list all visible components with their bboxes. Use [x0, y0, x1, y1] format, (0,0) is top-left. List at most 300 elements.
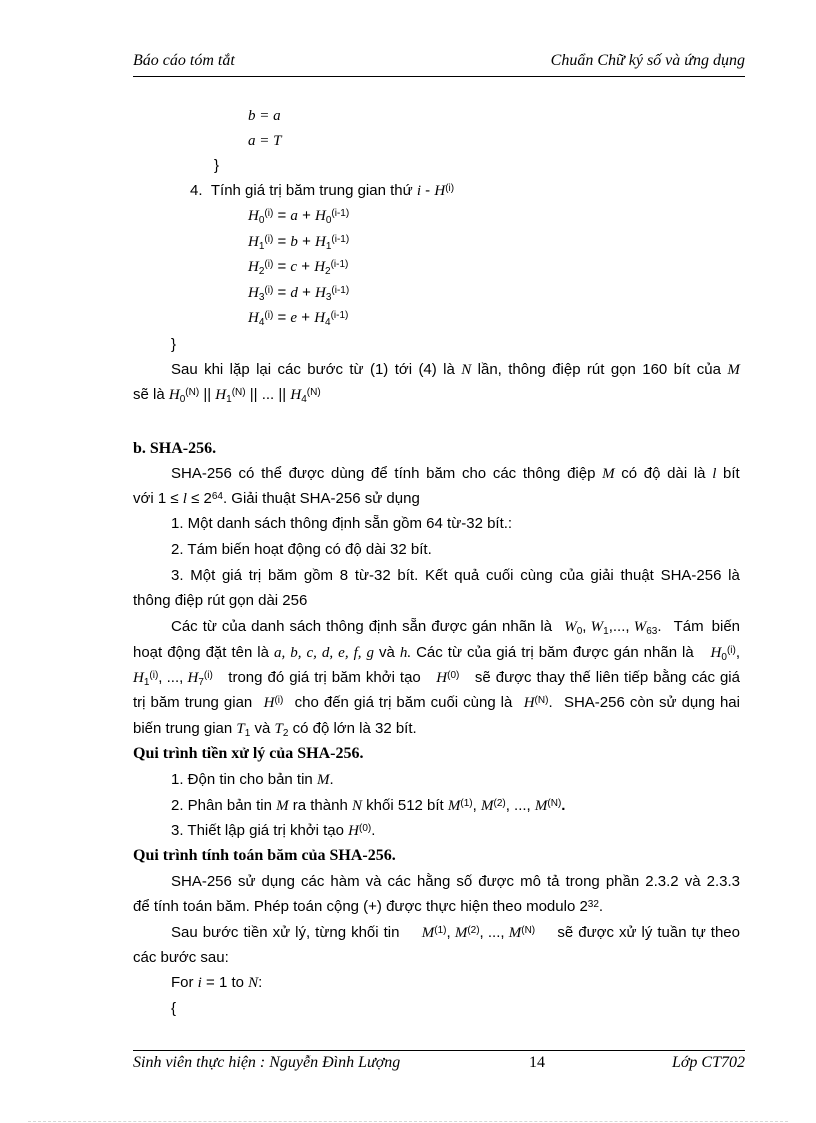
p1l2-word-8: d, [321, 645, 334, 661]
step-4-number: 4. [190, 182, 203, 199]
p1l3b-word-3: thế [569, 669, 591, 686]
intro1-word-10: thông [522, 465, 561, 482]
item3-word-9: Kết [425, 567, 448, 584]
p1l2-word-13: h. [399, 645, 412, 661]
para-l1-end [674, 617, 740, 637]
formula-h1-part-5: + [297, 232, 316, 250]
p1l4-word-2: trung [184, 694, 219, 711]
p1l2-word-11: g [366, 645, 374, 661]
pp2-supN: (N) [547, 798, 562, 809]
for-loop-line [171, 973, 262, 993]
intro1-word-0: SHA-256 [171, 465, 232, 482]
comp1-word-5: và [365, 873, 382, 890]
intro1-word-18: bít [723, 465, 740, 482]
p1l1-word-0: Các [171, 618, 198, 635]
formula-h4-part-0: H [248, 310, 259, 326]
item3-word-5: gồm [303, 567, 334, 584]
intro-exp64: 64 [211, 491, 223, 502]
p1l4-word-3: gian [223, 694, 253, 711]
sum1-word-9: (4) [418, 361, 437, 378]
summary-line-2 [133, 385, 321, 405]
preprocess-step-2 [171, 796, 565, 816]
p1l1-word-7: sẵn [402, 618, 427, 635]
formula-h4-part-8: (i-1) [330, 310, 349, 321]
p1l2-word-1: động [167, 644, 201, 661]
formula-h3-part-4: d [290, 284, 298, 301]
header-right: Chuẩn Chữ ký số và ứng dụng [550, 52, 745, 69]
p1l3-word-4: băm [331, 669, 361, 686]
loop-close-brace: } [171, 336, 177, 353]
summary-sup4: (N) [306, 387, 321, 398]
comp3-word-4: lý, [295, 924, 311, 941]
intro1-word-11: điệp [567, 465, 596, 482]
hi-sym: H [263, 695, 275, 711]
summary-H1: H [215, 387, 227, 403]
p1l2-word-5: a, [273, 645, 286, 661]
intro1-word-8: cho [461, 465, 487, 482]
intro1-word-12: M [602, 466, 615, 482]
sum1-word-15: rút [586, 361, 605, 378]
comp1-word-0: SHA-256 [171, 873, 232, 890]
formula-h2-part-3: = [273, 258, 291, 275]
compute-l2-dot: . [598, 898, 604, 915]
summary-sep2: || ... || [245, 386, 291, 403]
p1l2-word-22: nhãn [643, 644, 678, 661]
compute-line-1 [171, 872, 740, 892]
para-l3-h0init [436, 668, 459, 688]
p1l3b-word-2: thay [536, 669, 565, 686]
formula-h2-part-0: H [248, 259, 259, 275]
p1l4-word-1: băm [150, 694, 180, 711]
hn-sup: (N) [534, 695, 549, 706]
formula-h2-part-4: c [290, 259, 298, 275]
comp3-word-7: tin [383, 924, 400, 941]
formula-h3-part-6: H [315, 284, 326, 301]
comp1-word-16: 2.3.3 [706, 873, 740, 890]
summary-sep1: || [199, 386, 216, 403]
formula-h0-part-1: 0 [258, 215, 265, 226]
l5-prefix: biến trung gian [133, 720, 237, 737]
comp3b-word-2: xử [618, 924, 637, 941]
sum1-word-10: là [443, 361, 455, 378]
p1l1-word-11: là [540, 618, 553, 635]
sum1-word-3: lại [256, 361, 272, 378]
p1l2-word-16: của [467, 644, 492, 661]
para-l1-words [171, 617, 552, 637]
p1l2-word-23: là [682, 644, 694, 661]
sum1-word-1: khi [204, 361, 224, 378]
compute-l3-words-2 [557, 923, 740, 943]
comp1-word-6: các [387, 873, 411, 890]
summary-line-1 [171, 360, 740, 380]
for-N: N [248, 975, 259, 991]
p1l2-word-18: trị [521, 644, 534, 661]
pp2-a: 2. Phân bản tin [171, 797, 277, 814]
sum1-word-4: các [277, 361, 301, 378]
p1l1-word-1: từ [202, 618, 217, 635]
compute-l3-words [171, 923, 399, 943]
p1l4b-word-4: băm [396, 694, 426, 711]
header-left: Báo cáo tóm tắt [133, 52, 235, 69]
p1l4c-word-4: hai [719, 694, 740, 711]
para-words-line-1 [171, 617, 740, 637]
pp1-dot: . [329, 771, 334, 788]
summary-sup1: (N) [231, 387, 246, 398]
footer-class: Lớp CT702 [671, 1054, 745, 1071]
item3-word-1: Một [190, 567, 216, 584]
comp3-word-6: khối [351, 924, 379, 941]
w-sub-63: 63 [646, 626, 658, 637]
summary-sub0: 0 [179, 394, 186, 405]
pp2-b: ra thành [288, 797, 352, 814]
item3-word-4: băm [267, 567, 298, 584]
formula-h0 [248, 206, 349, 226]
item3-word-15: thuật [620, 567, 654, 584]
pp2-MN: M [534, 798, 548, 814]
formula-h4-part-5: + [297, 309, 315, 326]
comp1-word-13: phần [605, 873, 640, 890]
intro1-word-5: để [371, 465, 388, 482]
sum1-word-12: lần, [477, 361, 502, 378]
c3-sup2: (2) [467, 925, 480, 936]
formula-h3-part-7: 3 [325, 291, 332, 303]
intro1-word-2: thể [261, 465, 282, 482]
for-colon: : [258, 974, 263, 991]
pp3-sup: (0) [359, 823, 372, 834]
code-b-assign: b = a [248, 108, 281, 124]
item3-word-8: bít. [397, 567, 419, 584]
p1l4b-word-7: là [500, 694, 513, 711]
w-sym-1: W [590, 619, 604, 635]
pp1-text: 1. Độn tin cho bản tin [171, 771, 317, 788]
p1l1-word-2: của [221, 618, 247, 635]
page-footer [133, 1050, 745, 1078]
item3-word-7: từ-32 [354, 567, 391, 584]
comp3b-word-0: sẽ [557, 924, 574, 941]
h7-sup: (i) [203, 670, 213, 681]
intro1-word-15: dài [667, 465, 688, 482]
p1l1-word-5: thông [326, 618, 364, 635]
t1-sym: T [236, 721, 245, 737]
para-words-line-4 [133, 693, 740, 713]
formula-h0-part-0: H [248, 208, 259, 224]
p1l2-word-9: e, [338, 645, 349, 661]
l5-tail: có độ lớn là 32 bít. [288, 720, 417, 737]
formula-h1-part-8: (i-1) [331, 233, 350, 245]
pp3-dot: . [371, 822, 376, 839]
code-a-assign: a = T [248, 133, 282, 149]
p1l2-word-4: là [257, 644, 269, 661]
formula-h1-part-1: 1 [258, 240, 265, 252]
sum1-word-13: thông [508, 361, 546, 378]
para-l3-words [228, 668, 420, 688]
c3-c2: , ..., [479, 924, 509, 941]
formula-h1-part-0: H [248, 233, 259, 250]
formula-h1-part-4: b [290, 233, 298, 250]
preprocess-step-3 [171, 821, 375, 841]
item3-word-0: 3. [171, 567, 184, 584]
h1-sub: 1 [143, 677, 150, 688]
p1l1-word-10: nhãn [502, 618, 536, 635]
formula-h3-part-0: H [248, 284, 259, 301]
p1l2-word-3: tên [231, 644, 253, 661]
formula-h1-part-7: 1 [325, 240, 332, 252]
comp3b-word-6: theo [710, 924, 740, 941]
intro-tail: . Giải thuật SHA-256 sử dụng [222, 490, 420, 507]
item3-word-14: giải [590, 567, 614, 584]
compute-line-4: các bước sau: [133, 949, 229, 966]
formula-h1-part-3: = [273, 232, 291, 250]
p1l4c-word-1: còn [629, 694, 655, 711]
h0-sup: (i) [726, 645, 736, 656]
formula-h4-part-4: e [290, 310, 298, 326]
h7-sub: 7 [198, 677, 204, 688]
formula-h3-part-5: + [297, 283, 316, 301]
formula-h2-part-5: + [297, 258, 315, 275]
intro1-word-17: l [712, 466, 717, 482]
for-open-brace: { [171, 1000, 177, 1017]
hi-sup: (i) [274, 695, 284, 706]
p1l4b-word-0: cho [294, 694, 319, 711]
p1l2-word-12: và [379, 644, 395, 661]
p1l2-word-17: giá [496, 644, 517, 661]
summary-sup0: (N) [185, 387, 200, 398]
formula-h2-part-1: 2 [258, 266, 265, 277]
formula-h0-part-7: 0 [325, 215, 332, 226]
hn-sym: H [523, 695, 535, 711]
formula-h1-part-6: H [315, 233, 326, 250]
sum1-word-20: M [727, 362, 740, 378]
sha256-list-item-3-cont: thông điệp rút gọn dài 256 [133, 592, 308, 609]
preprocess-step-1 [171, 770, 334, 790]
sum1-word-18: bít [673, 361, 691, 378]
summary-sub1: 1 [226, 394, 232, 405]
formula-h4-part-6: H [314, 310, 326, 326]
h0-sub: 0 [721, 652, 727, 663]
hinit-sym: H [436, 670, 448, 686]
formula-h2-part-6: H [314, 259, 326, 275]
comp1-word-12: trong [565, 873, 600, 890]
comp1-word-11: tả [547, 873, 560, 890]
p1l4c-word-0: SHA-256 [563, 694, 625, 711]
item3-word-13: của [559, 567, 584, 584]
c3-supN: (N) [521, 925, 536, 936]
comp1-word-8: số [456, 873, 473, 890]
code-line-b [248, 106, 281, 126]
intro1-word-16: là [693, 465, 706, 482]
para-l4-hi [264, 693, 284, 713]
sum1-word-2: lặp [229, 361, 250, 378]
para-l4-words [133, 693, 252, 713]
comp1-word-3: các [300, 873, 325, 890]
p1l3b-word-4: liên [595, 669, 620, 686]
formula-h0-part-5: + [297, 207, 316, 224]
comp3b-word-1: được [578, 924, 614, 941]
formula-h0-part-2: (i) [264, 208, 274, 219]
intro-with: với 1 ≤ [133, 490, 183, 507]
comp3-word-2: tiền [243, 924, 268, 941]
comp3-word-3: xử [272, 924, 291, 941]
p1l4b-word-2: giá [353, 694, 374, 711]
p1l4c-word-2: sử [659, 694, 677, 711]
p1l4b-word-5: cuối [430, 694, 459, 711]
code-close-brace: } [214, 157, 220, 174]
formula-h3-part-1: 3 [258, 291, 265, 303]
summary-H0: H [168, 387, 180, 403]
formula-h3-part-8: (i-1) [331, 284, 350, 296]
c3-M1: M [421, 925, 435, 941]
compute-exp32: 32 [587, 899, 599, 910]
p1l2-word-19: băm [538, 644, 568, 661]
p1l1-word-8: được [431, 618, 467, 635]
intro1-word-6: tính [394, 465, 420, 482]
summary-prefix: sẽ là [133, 386, 169, 403]
para-l2-words [133, 643, 694, 663]
p1l1-word-6: định [368, 618, 398, 635]
comp1-word-15: và [684, 873, 701, 890]
p1l3b-word-6: bằng [653, 669, 687, 686]
intro-l: l [182, 491, 187, 507]
p1l4b-word-1: đến [323, 694, 349, 711]
pp2-sup1: (1) [460, 798, 473, 809]
para-l1-w-list: $W_0$, $W_1$,..., $W_{63}$. [564, 618, 662, 637]
formula-h4-part-1: 4 [258, 317, 265, 328]
pp2-M1: M [447, 798, 461, 814]
pp1-M: M [316, 772, 330, 788]
pp2-M: M [276, 798, 289, 814]
h0-comma: , [735, 644, 740, 661]
w-ellipsis: ,..., [608, 618, 630, 635]
intro1-word-7: băm [426, 465, 456, 482]
para-words-line-5 [133, 719, 417, 739]
p1l2-word-0: hoạt [133, 644, 163, 661]
p1l3b-word-1: được [495, 669, 532, 686]
p1l3-word-6: tạo [399, 669, 421, 686]
formula-h1 [248, 232, 349, 252]
intro1-word-1: có [238, 465, 255, 482]
for-range: = 1 to [201, 974, 249, 991]
step-4-dash: - [421, 182, 435, 199]
comp3-word-1: bước [202, 924, 239, 941]
intro1-word-4: dùng [331, 465, 365, 482]
c3-sup1: (1) [434, 925, 447, 936]
p1l2-word-2: đặt [205, 644, 227, 661]
intro1-word-3: được [288, 465, 325, 482]
w-sym-0: W [564, 619, 577, 635]
item3-word-16: SHA-256 [660, 567, 722, 584]
comp1-word-2: dụng [261, 873, 295, 890]
pp3-a: 3. Thiết lập giá trị khởi tạo [171, 822, 349, 839]
compute-line-3 [171, 923, 740, 943]
page-header [133, 52, 745, 77]
p1l2-word-21: gán [613, 644, 639, 661]
formula-h0-part-3: = [273, 207, 291, 224]
summary-sub4: 4 [301, 394, 307, 405]
item3-word-10: quả [454, 567, 480, 584]
formula-h2-part-7: 2 [325, 266, 331, 277]
para-words-line-2 [133, 643, 740, 663]
intro-le: ≤ 2 [186, 490, 212, 507]
l5-and: và [250, 720, 275, 737]
summary-H4: H [290, 387, 302, 403]
sha256-intro-line-2 [133, 489, 420, 509]
pp2-c: khối 512 bít [362, 797, 448, 814]
p1l2-word-14: Các [416, 644, 443, 661]
p1l1-word-3: danh [251, 618, 285, 635]
t2-sub: 2 [282, 728, 289, 739]
sum1-word-8: tới [394, 361, 413, 378]
comp1-word-1: sử [237, 873, 256, 890]
p1l3-word-2: giá [289, 669, 310, 686]
item3-word-6: 8 [339, 567, 349, 584]
para-l4-hn: $H^{(N)}$. [523, 694, 553, 711]
p1l3-word-0: trong [228, 669, 263, 686]
comp1-word-4: hàm [330, 873, 360, 890]
comp3b-word-3: lý [641, 924, 653, 941]
section-heading-sha256: b. SHA-256. [133, 440, 217, 457]
formula-h4-part-2: (i) [264, 310, 274, 321]
p1l2-word-15: từ [447, 644, 462, 661]
p1l1-word-9: gán [471, 618, 498, 635]
comp1-word-14: 2.3.2 [645, 873, 679, 890]
p1l4b-word-3: trị [378, 694, 392, 711]
comp3b-word-5: tự [691, 924, 706, 941]
p1l3-word-5: khởi [365, 669, 395, 686]
p1l2-word-20: được [572, 644, 609, 661]
comp3b-word-4: tuần [657, 924, 687, 941]
sum1-word-5: bước [307, 361, 343, 378]
pp2-dots: , ..., [505, 797, 535, 814]
p1l2-word-6: b, [290, 645, 302, 661]
p1l4c-word-3: dụng [681, 694, 715, 711]
formula-h2-part-2: (i) [264, 259, 274, 270]
p1l2-word-10: f, [353, 645, 362, 661]
formula-h2 [248, 257, 348, 277]
formula-h0-part-6: H [315, 208, 326, 224]
sum1-word-11: N [461, 362, 472, 378]
sum1-word-19: của [696, 361, 721, 378]
pp2-sep: , [472, 797, 481, 814]
h1-sup: (i) [149, 670, 159, 681]
p1l1end-word-0: Tám [673, 618, 704, 635]
c3-MN: M [508, 925, 522, 941]
sha256-list-item-3 [171, 566, 740, 586]
para-l4-words-3 [564, 693, 740, 713]
h-range-dots: , ..., [158, 669, 188, 686]
comp1-word-9: được [478, 873, 515, 890]
w-sub-0: 0 [576, 626, 583, 637]
t2-sym: T [274, 721, 283, 737]
formula-h0-part-8: (i-1) [331, 208, 350, 219]
intro1-word-14: độ [643, 465, 661, 482]
comp3-word-0: Sau [171, 924, 198, 941]
code-line-a [248, 131, 281, 151]
t1-sub: 1 [244, 728, 251, 739]
for-kw: For [171, 974, 198, 991]
formula-h4 [248, 308, 348, 328]
c3-M2: M [454, 925, 468, 941]
para-l3-words-2 [475, 668, 740, 688]
p1l4b-word-6: cùng [463, 694, 496, 711]
formula-h3-part-2: (i) [264, 284, 274, 296]
comp1-word-7: hằng [416, 873, 451, 890]
formula-h4-part-7: 4 [325, 317, 331, 328]
w-sub-1: 1 [603, 626, 609, 637]
para-l2-h0 [711, 643, 740, 663]
para-l4-words-2 [295, 693, 513, 713]
intro1-word-9: các [492, 465, 517, 482]
item3-word-3: trị [248, 567, 262, 584]
